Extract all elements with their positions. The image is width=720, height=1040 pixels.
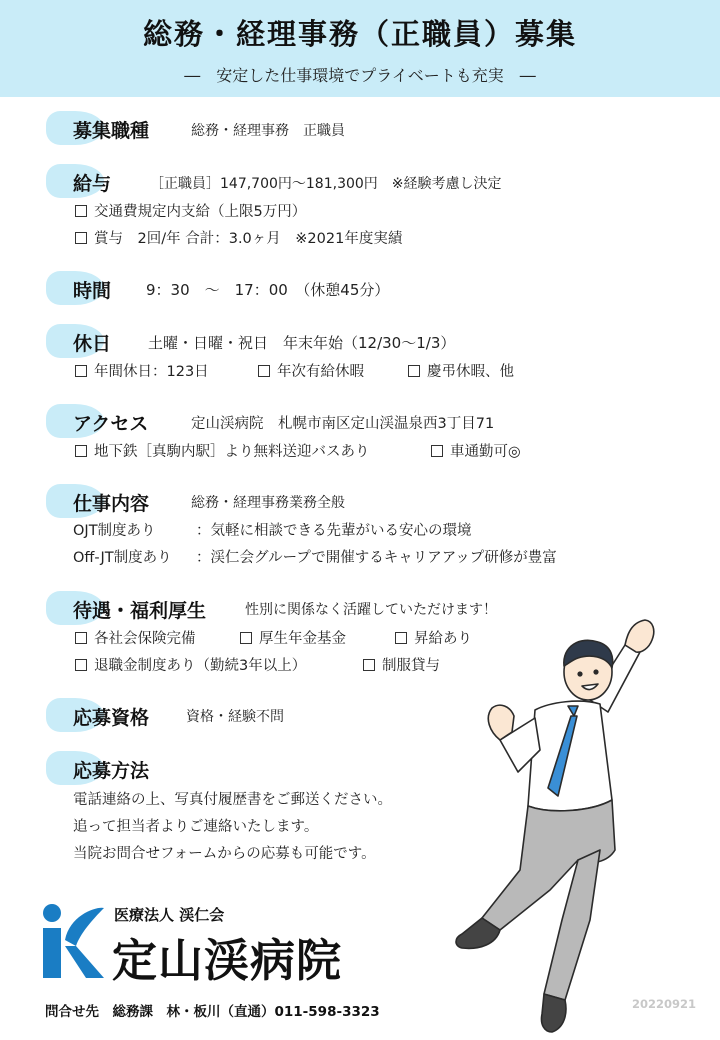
- logo-mark-icon: [40, 900, 106, 980]
- benefits-item: 各社会保険完備: [75, 627, 196, 648]
- benefits-item: 退職金制度あり（勤続3年以上）: [75, 654, 306, 675]
- work-offjt-text: ：渓仁会グループで開催するキャリアアップ研修が豊富: [196, 550, 557, 566]
- access-item: 車通勤可◎: [431, 440, 521, 461]
- holidays-item: 年間休日：123日: [75, 360, 209, 381]
- benefits-item: 制服貸与: [363, 654, 440, 675]
- salary-item: 交通費規定内支給（上限5万円）: [75, 200, 306, 221]
- benefits-item: 昇給あり: [395, 627, 472, 648]
- salary-item: 賞与 2回/年 合計：3.0ヶ月 ※2021年度実績: [75, 227, 402, 248]
- page-title: 総務・経理事務（正職員）募集: [142, 17, 577, 51]
- apply-line: 電話連絡の上、写真付履歴書をご郵送ください。: [73, 792, 392, 808]
- page-subtitle: ― 安定した仕事環境でプライベートも充実 ―: [184, 66, 536, 85]
- hours-heading: 時間: [73, 280, 112, 302]
- position-value: 総務・経理事務 正職員: [191, 123, 345, 139]
- qualification-heading: 応募資格: [73, 707, 150, 729]
- work-offjt-label: Off-JT制度あり: [73, 550, 172, 566]
- date-stamp: 20220921: [632, 997, 697, 1011]
- holidays-heading: 休日: [73, 333, 112, 355]
- work-ojt-text: ：気軽に相談できる先輩がいる安心の環境: [196, 523, 472, 539]
- jumping-man-illustration: [440, 600, 680, 1040]
- position-heading: 募集職種: [73, 120, 150, 142]
- work-value: 総務・経理事務業務全般: [191, 495, 345, 511]
- access-value: 定山渓病院 札幌市南区定山渓温泉西3丁目71: [191, 416, 495, 432]
- holidays-item: 慶弔休暇、他: [408, 360, 514, 381]
- work-ojt-label: OJT制度あり: [73, 523, 156, 539]
- contact-info: 問合せ先 総務課 林・板川（直通）011-598-3323: [45, 1004, 380, 1020]
- benefits-heading: 待遇・福利厚生: [73, 600, 207, 622]
- access-heading: アクセス: [73, 413, 149, 435]
- benefits-item: 厚生年金基金: [240, 627, 346, 648]
- salary-heading: 給与: [73, 173, 112, 195]
- access-item: 地下鉄［真駒内駅］より無料送迎バスあり: [75, 440, 370, 461]
- logo-hospital-name: 定山渓病院: [112, 934, 343, 987]
- apply-line: 当院お問合せフォームからの応募も可能です。: [73, 846, 376, 862]
- work-heading: 仕事内容: [73, 493, 150, 515]
- holidays-value: 土曜・日曜・祝日 年末年始（12/30～1/3）: [148, 334, 456, 352]
- apply-heading: 応募方法: [73, 760, 150, 782]
- benefits-value: 性別に関係なく活躍していただけます！: [245, 602, 497, 618]
- apply-line: 追って担当者よりご連絡いたします。: [73, 819, 319, 835]
- qualification-value: 資格・経験不問: [186, 709, 284, 725]
- hours-value: 9：30 ～ 17：00 （休憩45分）: [146, 281, 390, 299]
- logo-org-name: 医療法人 渓仁会: [114, 906, 225, 924]
- salary-value: ［正職員］147,700円～181,300円 ※経験考慮し決定: [150, 176, 502, 192]
- holidays-item: 年次有給休暇: [258, 360, 364, 381]
